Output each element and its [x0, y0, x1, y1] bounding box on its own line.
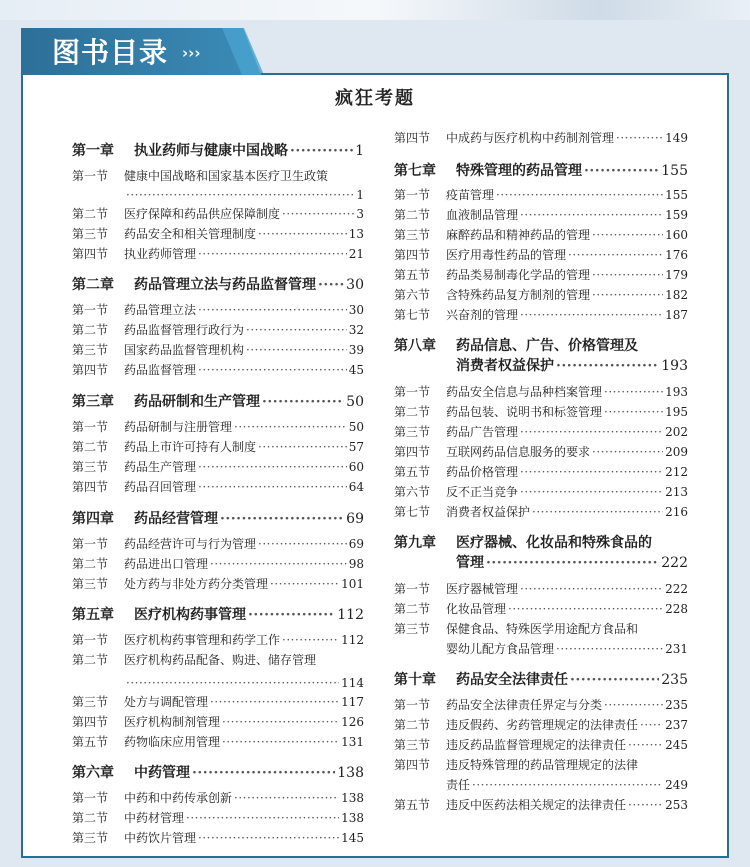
toc-entry-number: 第二节	[394, 602, 431, 616]
toc-section-entry	[394, 247, 688, 263]
toc-page-number: 202	[665, 425, 688, 439]
toc-entry-title: 药品信息、广告、价格管理及	[456, 338, 638, 354]
toc-section-entry	[72, 734, 364, 750]
toc-section-entry	[394, 464, 688, 480]
toc-entry-number: 第四章	[72, 511, 114, 527]
toc-entry-title: 消费者权益保护	[456, 358, 554, 374]
toc-entry-title: 药品研制与注册管理	[124, 420, 233, 434]
toc-section-entry	[72, 206, 364, 222]
toc-entry-number: 第二节	[72, 440, 109, 454]
toc-leader-dots	[508, 601, 663, 617]
toc-entry-number: 第四节	[394, 445, 431, 459]
toc-leader-dots	[198, 246, 347, 262]
toc-entry-number: 第三节	[72, 577, 109, 591]
toc-page-number: 216	[665, 505, 688, 519]
toc-section-entry	[72, 322, 364, 338]
toc-section-entry	[72, 790, 364, 806]
toc-entry-title: 执业药师管理	[124, 247, 197, 261]
toc-leader-dots	[604, 384, 663, 400]
toc-section-entry	[394, 307, 688, 323]
toc-page-number: 69	[348, 537, 364, 551]
toc-page-number: 179	[665, 268, 688, 282]
toc-section-entry	[72, 675, 364, 691]
toc-entry-number: 第三节	[72, 460, 109, 474]
toc-entry-number: 第七节	[394, 308, 431, 322]
toc-leader-dots	[198, 830, 339, 846]
toc-section-entry	[72, 168, 364, 184]
toc-leader-dots	[496, 187, 663, 203]
toc-entry-title: 责任	[446, 778, 471, 792]
toc-entry-title: 药品监督管理	[124, 363, 197, 377]
toc-section-entry	[394, 621, 688, 637]
toc-page-number: 182	[665, 288, 688, 302]
toc-section-entry	[72, 632, 364, 648]
toc-section-entry	[394, 404, 688, 420]
toc-page-number: 112	[341, 633, 364, 647]
toc-section-entry	[72, 714, 364, 730]
toc-entry-title: 药品安全和相关管理制度	[124, 227, 257, 241]
toc-page-number: 249	[665, 778, 688, 792]
toc-leader-dots	[604, 404, 663, 420]
toc-page-number: 228	[665, 602, 688, 616]
toc-section-entry	[72, 439, 364, 455]
toc-entry-title: 药品生产管理	[124, 460, 197, 474]
toc-entry-number: 第六节	[394, 485, 431, 499]
toc-entry-number: 第三章	[72, 394, 114, 410]
toc-page-number: 45	[348, 363, 364, 377]
toc-page-number: 231	[665, 642, 688, 656]
toc-entry-number: 第一节	[394, 385, 431, 399]
toc-entry-number: 第一节	[394, 188, 431, 202]
toc-leader-dots	[222, 714, 339, 730]
toc-entry-number: 第三节	[72, 695, 109, 709]
toc-leader-dots	[592, 227, 663, 243]
toc-entry-title: 药品包装、说明书和标签管理	[446, 405, 603, 419]
toc-entry-number: 第五节	[394, 798, 431, 812]
toc-section-entry	[394, 777, 688, 793]
toc-section-entry	[394, 697, 688, 713]
toc-entry-number: 第三节	[72, 343, 109, 357]
toc-leader-dots	[290, 142, 353, 160]
toc-leader-dots	[520, 464, 663, 480]
toc-page-number: 30	[348, 303, 364, 317]
toc-page-number: 3	[356, 207, 364, 221]
toc-entry-title: 药品经营管理	[134, 511, 218, 527]
toc-page-number: 21	[348, 247, 364, 261]
toc-entry-title: 医疗机构药品配备、购进、储存管理	[124, 653, 317, 667]
toc-page-number: 50	[348, 420, 364, 434]
toc-entry-title: 药品研制和生产管理	[134, 394, 260, 410]
toc-section-entry	[394, 757, 688, 773]
toc-page-number: 193	[661, 358, 688, 374]
toc-entry-number: 第四节	[394, 758, 431, 772]
toc-page-number: 149	[665, 131, 688, 145]
toc-entry-title: 健康中国战略和国家基本医疗卫生政策	[124, 169, 329, 183]
toc-leader-dots	[198, 459, 347, 475]
toc-entry-number: 第一节	[72, 169, 109, 183]
toc-entry-title: 违反中医药法相关规定的法律责任	[446, 798, 627, 812]
top-banner-strip	[0, 0, 750, 20]
toc-entry-title: 婴幼儿配方食品管理	[446, 642, 555, 656]
toc-page-number: 235	[665, 698, 688, 712]
toc-entry-number: 第五节	[72, 735, 109, 749]
toc-page-number: 195	[665, 405, 688, 419]
toc-entry-title: 药品安全法律责任界定与分类	[446, 698, 603, 712]
toc-section-entry	[394, 187, 688, 203]
toc-section-entry	[72, 246, 364, 262]
toc-entry-number: 第三节	[394, 425, 431, 439]
toc-page-number: 159	[665, 208, 688, 222]
toc-entry-title: 保健食品、特殊医学用途配方食品和	[446, 622, 639, 636]
toc-section-entry	[72, 459, 364, 475]
toc-entry-number: 第四节	[394, 248, 431, 262]
toc-section-entry	[394, 737, 688, 753]
toc-entry-number: 第二节	[394, 208, 431, 222]
toc-page-number: 245	[665, 738, 688, 752]
toc-leader-dots	[220, 510, 344, 528]
toc-section-entry	[72, 830, 364, 846]
toc-page-number: 64	[348, 480, 364, 494]
toc-leader-dots	[592, 267, 663, 283]
toc-entry-number: 第六节	[394, 288, 431, 302]
toc-entry-number: 第五节	[394, 465, 431, 479]
toc-entry-title: 药品广告管理	[446, 425, 519, 439]
toc-page-number: 39	[348, 343, 364, 357]
header-rule	[261, 73, 729, 75]
toc-entry-title: 医疗器械、化妆品和特殊食品的	[456, 535, 652, 551]
toc-page-number: 222	[665, 582, 688, 596]
toc-entry-title: 药品进出口管理	[124, 557, 209, 571]
toc-section-entry	[394, 424, 688, 440]
toc-chapter-entry	[72, 606, 364, 624]
toc-leader-dots	[640, 717, 663, 733]
toc-section-entry	[394, 717, 688, 733]
toc-entry-title: 化妆品管理	[446, 602, 507, 616]
toc-entry-title: 消费者权益保护	[446, 505, 531, 519]
toc-leader-dots	[584, 162, 659, 180]
toc-entry-title: 处方与调配管理	[124, 695, 209, 709]
toc-leader-dots	[186, 810, 339, 826]
toc-entry-title: 医疗器械管理	[446, 582, 519, 596]
toc-entry-number: 第二节	[72, 653, 109, 667]
toc-entry-number: 第九章	[394, 535, 436, 551]
toc-entry-title: 中成药与医疗机构中药制剂管理	[446, 131, 615, 145]
toc-page-number: 117	[341, 695, 364, 709]
toc-entry-number: 第一节	[72, 303, 109, 317]
toc-leader-dots	[556, 641, 663, 657]
toc-page-number: 50	[346, 394, 364, 410]
toc-entry-title: 血液制品管理	[446, 208, 519, 222]
toc-entry-number: 第二节	[72, 557, 109, 571]
toc-leader-dots	[246, 342, 347, 358]
toc-page-number: 193	[665, 385, 688, 399]
toc-section-entry	[394, 444, 688, 460]
toc-page-number: 209	[665, 445, 688, 459]
toc-section-entry	[394, 130, 688, 146]
toc-leader-dots	[258, 536, 347, 552]
toc-page-number: 30	[346, 277, 364, 293]
toc-leader-dots	[248, 606, 335, 624]
toc-chapter-entry	[394, 162, 688, 180]
toc-entry-title: 中药和中药传承创新	[124, 791, 233, 805]
toc-entry-title: 中药管理	[134, 765, 190, 781]
toc-leader-dots	[270, 576, 339, 592]
toc-section-entry	[72, 810, 364, 826]
toc-entry-number: 第一节	[394, 698, 431, 712]
toc-section-entry	[72, 536, 364, 552]
toc-page-number: 138	[341, 791, 364, 805]
header-title: 图书目录	[52, 36, 169, 69]
toc-entry-number: 第五节	[394, 268, 431, 282]
toc-section-entry	[394, 287, 688, 303]
toc-entry-title: 医疗用毒性药品的管理	[446, 248, 567, 262]
book-title: 疯狂考题	[335, 88, 415, 109]
toc-entry-number: 第三节	[394, 738, 431, 752]
toc-leader-dots	[262, 393, 344, 411]
toc-entry-title: 中药材管理	[124, 811, 185, 825]
toc-page-number: 1	[355, 143, 364, 159]
toc-entry-number: 第十章	[394, 672, 436, 688]
toc-entry-number: 第三节	[394, 228, 431, 242]
toc-entry-title: 药品安全信息与品种档案管理	[446, 385, 603, 399]
toc-leader-dots	[592, 287, 663, 303]
toc-page-number: 222	[661, 555, 688, 571]
toc-page-number: 98	[348, 557, 364, 571]
toc-entry-title: 处方药与非处方药分类管理	[124, 577, 269, 591]
toc-entry-number: 第二节	[72, 323, 109, 337]
toc-chapter-entry	[72, 142, 364, 160]
toc-page-number: 114	[341, 676, 364, 690]
toc-section-entry	[394, 641, 688, 657]
toc-section-entry	[72, 694, 364, 710]
toc-entry-number: 第二节	[72, 207, 109, 221]
toc-chapter-entry	[72, 393, 364, 411]
toc-leader-dots	[234, 790, 339, 806]
toc-entry-title: 中药饮片管理	[124, 831, 197, 845]
toc-leader-dots	[520, 424, 663, 440]
toc-entry-title: 医疗保障和药品供应保障制度	[124, 207, 281, 221]
toc-entry-number: 第二章	[72, 277, 114, 293]
toc-entry-title: 药品类易制毒化学品的管理	[446, 268, 591, 282]
toc-section-entry	[394, 484, 688, 500]
toc-entry-title: 违反药品监督管理规定的法律责任	[446, 738, 627, 752]
toc-entry-title: 反不正当竞争	[446, 485, 519, 499]
toc-section-entry	[394, 601, 688, 617]
toc-entry-title: 含特殊药品复方制剂的管理	[446, 288, 591, 302]
toc-leader-dots	[486, 554, 659, 572]
toc-entry-number: 第三节	[394, 622, 431, 636]
toc-entry-title: 违反假药、劣药管理规定的法律责任	[446, 718, 639, 732]
toc-page-number: 155	[661, 163, 688, 179]
toc-entry-title: 特殊管理的药品管理	[456, 163, 582, 179]
toc-entry-number: 第二节	[72, 811, 109, 825]
toc-entry-number: 第二节	[394, 718, 431, 732]
toc-page-number: 1	[356, 188, 364, 202]
toc-entry-number: 第七章	[394, 163, 436, 179]
toc-page-number: 187	[665, 308, 688, 322]
toc-leader-dots	[592, 444, 663, 460]
toc-leader-dots	[198, 479, 347, 495]
toc-section-entry	[394, 267, 688, 283]
toc-section-entry	[394, 504, 688, 520]
toc-page-number: 176	[665, 248, 688, 262]
toc-entry-title: 医疗机构药事管理	[134, 607, 246, 623]
toc-entry-number: 第一章	[72, 143, 114, 159]
toc-page-number: 101	[341, 577, 364, 591]
toc-section-entry	[72, 652, 364, 668]
toc-entry-title: 医疗机构药事管理和药学工作	[124, 633, 281, 647]
toc-leader-dots	[234, 419, 347, 435]
toc-entry-title: 违反特殊管理的药品管理规定的法律	[446, 758, 639, 772]
toc-entry-number: 第四节	[72, 247, 109, 261]
toc-leader-dots	[318, 276, 344, 294]
toc-entry-title: 药物临床应用管理	[124, 735, 221, 749]
toc-section-entry	[72, 576, 364, 592]
chevron-right-icon: ›››	[182, 44, 201, 62]
toc-page-number: 112	[337, 607, 364, 623]
toc-leader-dots	[520, 484, 663, 500]
toc-entry-title: 管理	[456, 555, 484, 571]
toc-leader-dots	[628, 797, 663, 813]
toc-page-number: 145	[341, 831, 364, 845]
toc-entry-number: 第四节	[72, 480, 109, 494]
toc-entry-number: 第四节	[394, 131, 431, 145]
toc-chapter-entry	[394, 534, 688, 552]
toc-entry-number: 第一节	[72, 537, 109, 551]
toc-chapter-entry	[72, 276, 364, 294]
toc-page-number: 212	[665, 465, 688, 479]
toc-section-entry	[72, 302, 364, 318]
toc-section-entry	[72, 362, 364, 378]
toc-leader-dots	[472, 777, 663, 793]
toc-section-entry	[72, 187, 364, 203]
toc-page-number: 138	[337, 765, 364, 781]
toc-entry-number: 第四节	[72, 363, 109, 377]
toc-leader-dots	[258, 226, 347, 242]
toc-leader-dots	[126, 675, 339, 691]
toc-leader-dots	[616, 130, 663, 146]
toc-entry-title: 药品价格管理	[446, 465, 519, 479]
toc-chapter-entry	[394, 337, 688, 355]
toc-entry-title: 兴奋剂的管理	[446, 308, 519, 322]
toc-entry-title: 互联网药品信息服务的要求	[446, 445, 591, 459]
toc-entry-title: 疫苗管理	[446, 188, 495, 202]
toc-section-entry	[394, 384, 688, 400]
toc-entry-number: 第一节	[72, 633, 109, 647]
toc-page-number: 155	[665, 188, 688, 202]
toc-entry-number: 第一节	[72, 420, 109, 434]
toc-page-number: 253	[665, 798, 688, 812]
toc-entry-title: 麻醉药品和精神药品的管理	[446, 228, 591, 242]
toc-entry-title: 医疗机构制剂管理	[124, 715, 221, 729]
toc-page-number: 237	[665, 718, 688, 732]
toc-page-number: 131	[341, 735, 364, 749]
toc-page-number: 138	[341, 811, 364, 825]
toc-leader-dots	[520, 207, 663, 223]
toc-leader-dots	[604, 697, 663, 713]
toc-page-number: 13	[348, 227, 364, 241]
toc-leader-dots	[568, 247, 663, 263]
toc-page-number: 213	[665, 485, 688, 499]
toc-leader-dots	[198, 362, 347, 378]
toc-leader-dots	[126, 187, 354, 203]
toc-entry-number: 第五章	[72, 607, 114, 623]
toc-leader-dots	[210, 694, 339, 710]
toc-entry-title: 药品安全法律责任	[456, 672, 568, 688]
toc-leader-dots	[192, 764, 335, 782]
toc-page-number: 32	[348, 323, 364, 337]
toc-section-entry	[72, 342, 364, 358]
toc-chapter-entry	[72, 510, 364, 528]
toc-entry-number: 第一节	[394, 582, 431, 596]
toc-leader-dots	[222, 734, 339, 750]
toc-entry-title: 国家药品监督管理机构	[124, 343, 245, 357]
toc-section-entry	[394, 581, 688, 597]
toc-page-number: 126	[341, 715, 364, 729]
toc-leader-dots	[520, 307, 663, 323]
toc-entry-title: 药品上市许可持有人制度	[124, 440, 257, 454]
toc-entry-number: 第七节	[394, 505, 431, 519]
toc-entry-title: 药品管理立法	[124, 303, 197, 317]
toc-entry-number: 第八章	[394, 338, 436, 354]
toc-entry-title: 药品管理立法与药品监督管理	[134, 277, 316, 293]
toc-leader-dots	[570, 671, 659, 689]
toc-leader-dots	[246, 322, 347, 338]
toc-page-number: 235	[661, 672, 688, 688]
toc-section-entry	[394, 227, 688, 243]
toc-section-entry	[394, 207, 688, 223]
toc-entry-title: 药品召回管理	[124, 480, 197, 494]
toc-leader-dots	[556, 357, 659, 375]
toc-entry-number: 第六章	[72, 765, 114, 781]
toc-leader-dots	[210, 556, 347, 572]
toc-section-entry	[72, 479, 364, 495]
toc-chapter-entry	[394, 671, 688, 689]
toc-chapter-entry	[394, 357, 688, 375]
toc-section-entry	[72, 556, 364, 572]
toc-leader-dots	[282, 632, 339, 648]
toc-entry-title: 执业药师与健康中国战略	[134, 143, 288, 159]
toc-leader-dots	[628, 737, 663, 753]
toc-page-number: 69	[346, 511, 364, 527]
toc-page-number: 60	[348, 460, 364, 474]
toc-page-number: 57	[348, 440, 364, 454]
toc-entry-number: 第四节	[72, 715, 109, 729]
toc-page-number: 160	[665, 228, 688, 242]
toc-entry-number: 第二节	[394, 405, 431, 419]
toc-leader-dots	[282, 206, 354, 222]
toc-leader-dots	[520, 581, 663, 597]
toc-entry-number: 第一节	[72, 791, 109, 805]
toc-entry-title: 药品监督管理行政行为	[124, 323, 245, 337]
toc-entry-number: 第三节	[72, 227, 109, 241]
toc-leader-dots	[532, 504, 663, 520]
toc-entry-number: 第三节	[72, 831, 109, 845]
toc-leader-dots	[198, 302, 347, 318]
toc-section-entry	[394, 797, 688, 813]
toc-section-entry	[72, 226, 364, 242]
toc-leader-dots	[258, 439, 347, 455]
toc-chapter-entry	[72, 764, 364, 782]
toc-section-entry	[72, 419, 364, 435]
toc-chapter-entry	[394, 554, 688, 572]
toc-entry-title: 药品经营许可与行为管理	[124, 537, 257, 551]
